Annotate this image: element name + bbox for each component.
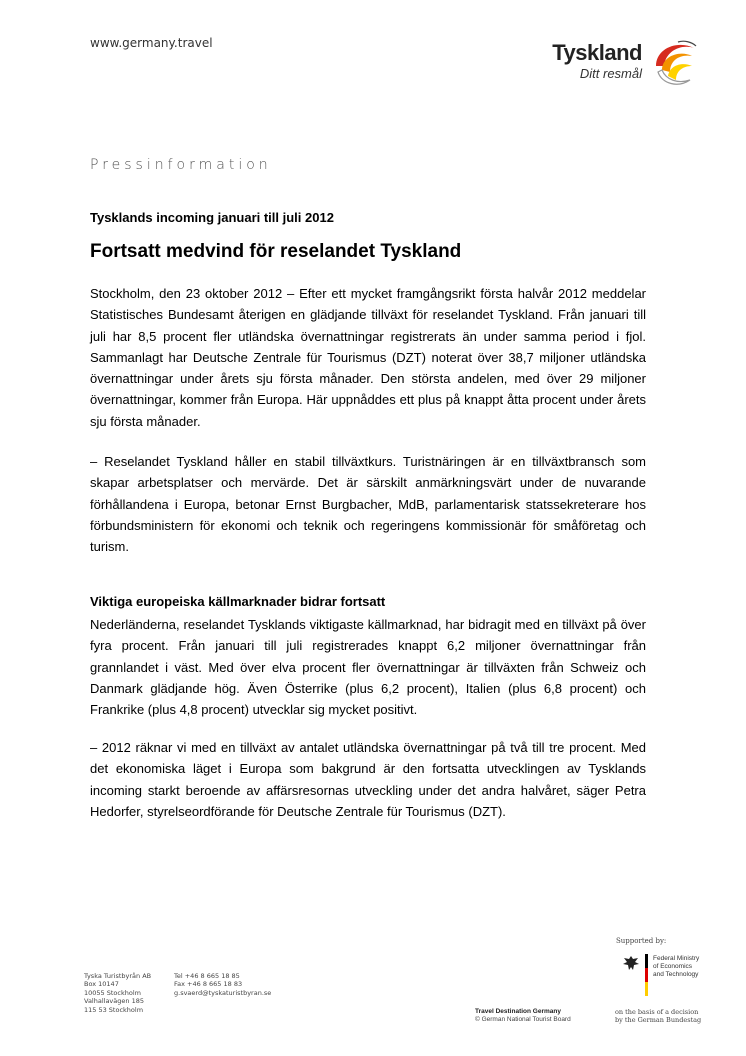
press-label: Pressinformation xyxy=(90,157,272,173)
website-url[interactable]: www.germany.travel xyxy=(90,36,213,50)
paragraph-intro: Stockholm, den 23 oktober 2012 – Efter ett mycket framgångsrikt första halvår 2012 meddelar Statistisches Bundesamt återigen en glädjande tillväxt för reselandet Tyskland. Från januari till juli har 8,5 procent fler utländska övernattningar registrerats än under samma period i fjol. Sammanlagt har Deutsche Zentrale für Tourismus (DZT) noterat över 38,7 miljoner utländska övernattningar under årets sju första månader. Den största andelen, med över 29 miljoner övernattningar, kommer från Europa. Här uppnåddes ett plus på knappt åtta procent under årets sju första månader. xyxy=(90,286,646,429)
footer-address xyxy=(84,972,151,1014)
ministry-line: and Technology xyxy=(653,971,699,978)
phone-number: Tel +46 8 665 18 85 xyxy=(174,972,240,980)
decision-line: by the German Bundestag xyxy=(615,1016,702,1024)
headline: Fortsatt medvind för reselandet Tyskland xyxy=(90,241,462,262)
federal-eagle-icon xyxy=(622,955,640,971)
travel-destination-germany xyxy=(475,1008,571,1024)
decision-line: on the basis of a decision xyxy=(615,1008,699,1016)
ministry-name xyxy=(653,955,699,979)
tdg-title: Travel Destination Germany xyxy=(475,1008,561,1015)
paragraph-quote-hedorfer: – 2012 räknar vi med en tillväxt av antalet utländska övernattningar på två till tre procent. Med det ekonomiska läget i Europa som bakgrund är den fortsatta utvecklingen av Tysklands incoming starkt beroende av affärsresornas utveckling under det andra halvåret, säger Petra Hedorfer, styrelseordförande för Deutsche Zentrale für Tourismus (DZT). xyxy=(90,740,646,819)
fax-number: Fax +46 8 665 18 83 xyxy=(174,980,243,989)
tyskland-logo xyxy=(540,36,700,84)
logo-title: Tyskland xyxy=(552,40,642,65)
footer-contact xyxy=(174,972,271,997)
ministry-line: of Economics xyxy=(653,963,693,970)
german-flag-bar xyxy=(645,954,648,996)
bundestag-decision xyxy=(615,1008,701,1024)
tdg-subtitle: © German National Tourist Board xyxy=(475,1016,571,1023)
ministry-line: Federal Ministry xyxy=(653,955,700,962)
logo-subtitle: Ditt resmål xyxy=(579,66,642,81)
address-line: Tyska Turistbyrån AB xyxy=(84,972,152,980)
address-line: Box 10147 xyxy=(84,980,119,989)
supported-by-label: Supported by: xyxy=(616,937,667,945)
address-line: Valhallavägen 185 xyxy=(84,997,144,1006)
address-line: 10055 Stockholm xyxy=(84,988,141,997)
paragraph-markets: Nederländerna, reselandet Tysklands viktigaste källmarknad, har bidragit med en tillväxt på över fyra procent. Från januari till juli registrerades knappt 6,2 miljoner övernattningar från grannlandet i väst. Med över elva procent fler övernattningar är tillväxten från Schweiz och Danmark glädjande hög. Även Österrike (plus 6,2 procent), Italien (plus 6,8 procent) och Frankrike (plus 4,8 procent) utvecklar sig mycket positivt. xyxy=(90,617,646,718)
email-link[interactable]: g.svaerd@tyskaturistbyran.se xyxy=(174,988,272,997)
section-title: Viktiga europeiska källmarknader bidrar fortsatt xyxy=(90,594,386,609)
address-line: 115 53 Stockholm xyxy=(84,1005,144,1014)
eagle-swirl-icon xyxy=(648,36,700,88)
paragraph-quote-burgbacher: – Reselandet Tyskland håller en stabil tillväxtkurs. Turistnäringen är en tillväxtbransch som skapar arbetsplatser och mervärde. Det är särskilt anmärkningsvärt under de nuvarande förhållandena i Europa, betonar Ernst Burgbacher, MdB, parlamentarisk statssekreterare hos förbundsministern för ekonomi och teknik och regeringens kommissionär för småföretag och turism. xyxy=(90,454,646,555)
subheading: Tysklands incoming januari till juli 2012 xyxy=(90,210,334,225)
